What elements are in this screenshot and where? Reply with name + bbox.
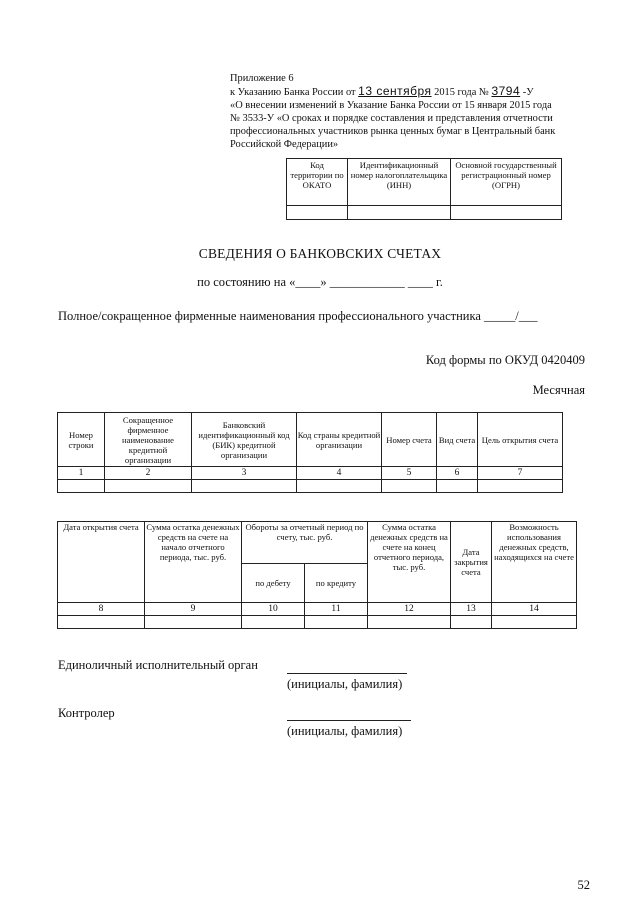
codes-table [286, 158, 562, 220]
col-num: 4 [297, 467, 382, 480]
handwritten-number: 3794 [491, 84, 521, 98]
okud-code: Код формы по ОКУД 0420409 [425, 353, 585, 367]
col-num: 7 [478, 467, 563, 480]
col-credit: по кредиту [305, 563, 368, 603]
col-num: 1 [58, 467, 105, 480]
col-funds-usage: Возможность использования денежных средств, находящихся на счете [492, 522, 577, 603]
periodicity: Месячная [532, 383, 585, 397]
col-bik: Банковский идентификационный код (БИК) кредитной организации [192, 413, 297, 467]
data-cell[interactable] [382, 480, 437, 493]
inn-header: Идентификационный номер налогоплательщика (ИНН) [348, 159, 451, 206]
col-num: 11 [305, 603, 368, 616]
data-cell[interactable] [145, 616, 242, 629]
col-turnover-group: Обороты за отчетный период по счету, тыс. руб. [242, 522, 368, 564]
appendix-line-5: профессиональных участников рынка ценных бумаг в Центральный банк [230, 126, 556, 137]
col-balance-end: Сумма остатка денежных средств на счете на конец отчетного периода, тыс. руб. [368, 522, 451, 603]
data-cell[interactable] [437, 480, 478, 493]
col-num: 12 [368, 603, 451, 616]
col-country-code: Код страны кредитной организации [297, 413, 382, 467]
appendix-line-1: Приложение 6 [230, 73, 294, 84]
col-num: 2 [105, 467, 192, 480]
data-cell[interactable] [192, 480, 297, 493]
exec-body-label: Единоличный исполнительный орган [58, 658, 258, 672]
col-account-type: Вид счета [437, 413, 478, 467]
accounts-table-1 [57, 412, 563, 493]
controller-label: Контролер [58, 706, 115, 720]
col-account-purpose: Цель открытия счета [478, 413, 563, 467]
col-close-date: Дата закрытия счета [451, 522, 492, 603]
data-cell[interactable] [297, 480, 382, 493]
data-cell[interactable] [368, 616, 451, 629]
col-debit: по дебету [242, 563, 305, 603]
okato-header: Код территории по ОКАТО [287, 159, 348, 206]
controller-signature-line[interactable] [287, 720, 411, 721]
controller-hint: (инициалы, фамилия) [287, 724, 403, 738]
exec-signature-line[interactable] [287, 673, 407, 674]
col-num: 3 [192, 467, 297, 480]
appendix-line-2: к Указанию Банка России от 13 сентября 2015 года № 3794 -У [230, 84, 534, 98]
page-number: 52 [577, 878, 590, 892]
data-cell[interactable] [451, 616, 492, 629]
appendix-line-3: «О внесении изменений в Указание Банка России от 15 января 2015 года [230, 100, 552, 111]
data-cell[interactable] [105, 480, 192, 493]
col-num: 10 [242, 603, 305, 616]
appendix-line-6: Российской Федерации» [230, 139, 339, 150]
ogrn-header: Основной государственный регистрационный номер (ОГРН) [451, 159, 562, 206]
col-open-date: Дата открытия счета [58, 522, 145, 603]
col-row-number: Номер строки [58, 413, 105, 467]
okato-value-cell[interactable] [287, 206, 348, 220]
col-num: 6 [437, 467, 478, 480]
ogrn-value-cell[interactable] [451, 206, 562, 220]
col-num: 9 [145, 603, 242, 616]
form-title: СВЕДЕНИЯ О БАНКОВСКИХ СЧЕТАХ [198, 246, 442, 261]
data-cell[interactable] [492, 616, 577, 629]
handwritten-date: 13 сентября [358, 84, 432, 98]
col-account-number: Номер счета [382, 413, 437, 467]
data-cell[interactable] [242, 616, 305, 629]
participant-name-line: Полное/сокращенное фирменные наименования профессионального участника _____/___ [58, 309, 538, 323]
data-cell[interactable] [58, 616, 145, 629]
appendix-header [230, 72, 590, 151]
data-cell[interactable] [305, 616, 368, 629]
appendix-line-4: № 3533-У «О сроках и порядке составления и представления отчетности [230, 113, 553, 124]
data-cell[interactable] [58, 480, 105, 493]
exec-hint: (инициалы, фамилия) [287, 677, 403, 691]
col-num: 14 [492, 603, 577, 616]
data-cell[interactable] [478, 480, 563, 493]
col-num: 8 [58, 603, 145, 616]
accounts-table-2 [57, 521, 577, 629]
col-balance-start: Сумма остатка денежных средств на счете на начало отчетного периода, тыс. руб. [145, 522, 242, 603]
inn-value-cell[interactable] [348, 206, 451, 220]
col-bank-name: Сокращенное фирменное наименование кредитной организации [105, 413, 192, 467]
col-num: 13 [451, 603, 492, 616]
as-of-date-line: по состоянию на «____» ____________ ____ г. [197, 275, 443, 289]
col-num: 5 [382, 467, 437, 480]
